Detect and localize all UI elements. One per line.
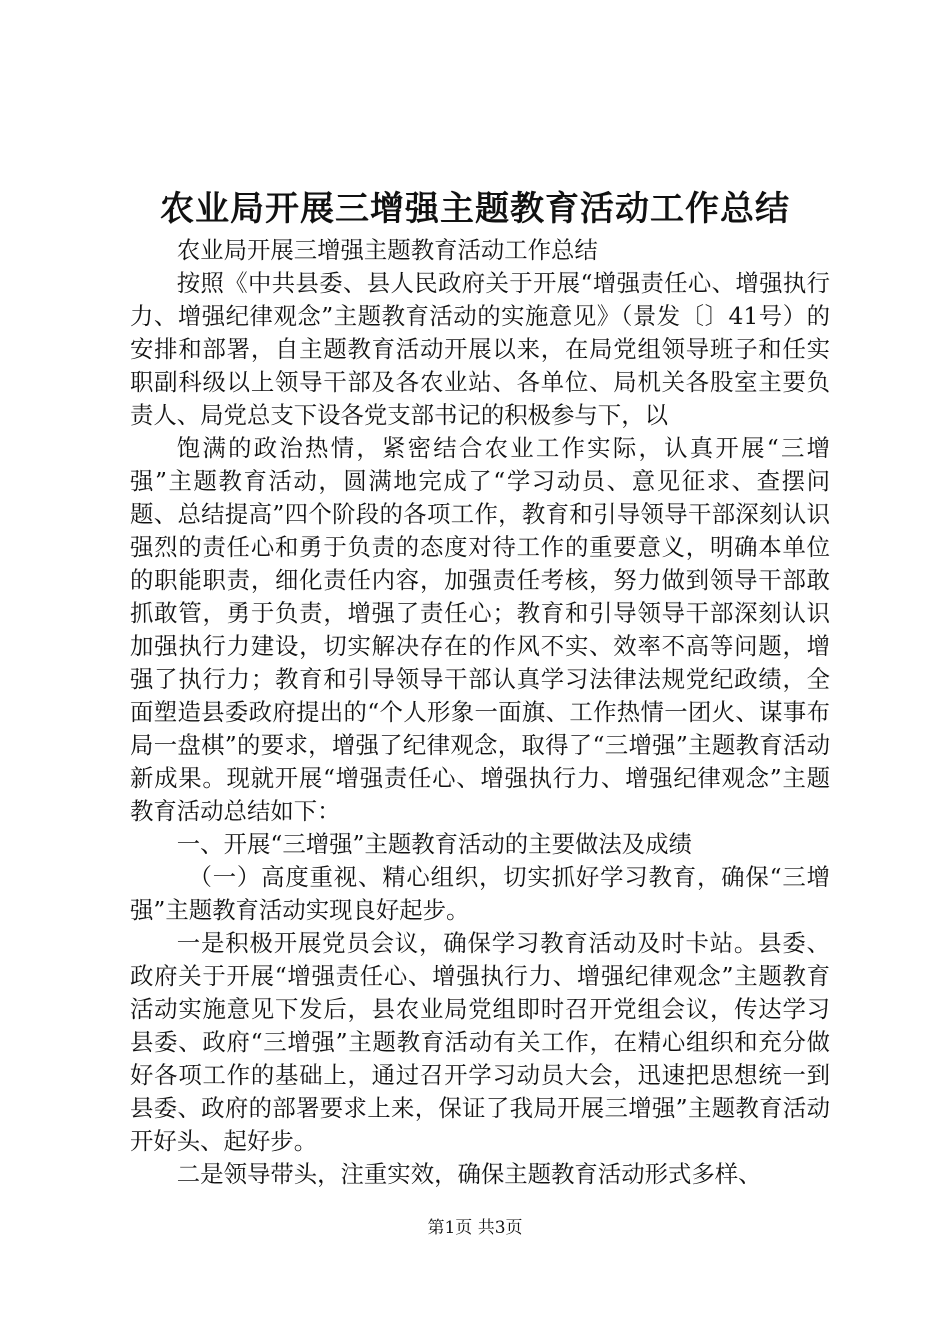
- paragraph-point-two: 二是领导带头，注重实效，确保主题教育活动形式多样、: [176, 1160, 762, 1188]
- document-body: [130, 234, 830, 1191]
- paragraph-intro: 按照《中共县委、县人民政府关于开展“增强责任心、增强执行力、增强纪律观念”主题教育活动的实施意见》（景发〔〕41号）的安排和部署，自主题教育活动开展以来，在局党组领导班子和任实职副科级以上领导干部及各农业站、各单位、局机关各股室主要负责人、局党总支下设各党支部书记的积极参与下，以: [130, 269, 830, 429]
- paragraph-point-one: 一是积极开展党员会议，确保学习教育活动及时卡站。县委、政府关于开展“增强责任心、增强执行力、增强纪律观念”主题教育活动实施意见下发后，县农业局党组即时召开党组会议，传达学习县委、政府“三增强”主题教育活动有关工作，在精心组织和充分做好各项工作的基础上，通过召开学习动员大会，迅速把思想统一到县委、政府的部署要求上来，保证了我局开展三增强”主题教育活动开好头、起好步。: [130, 929, 830, 1155]
- section-heading: 一、开展“三增强”主题教育活动的主要做法及成绩: [176, 830, 692, 858]
- document-title: 农业局开展三增强主题教育活动工作总结: [160, 189, 790, 229]
- paragraph-subtitle: 农业局开展三增强主题教育活动工作总结: [176, 236, 598, 264]
- page-footer: 第1页 共3页: [427, 1218, 523, 1238]
- paragraph-summary: 饱满的政治热情，紧密结合农业工作实际，认真开展“三增强”主题教育活动，圆满地完成了“学习动员、意见征求、查摆问题、总结提高”四个阶段的各项工作，教育和引导领导干部深刻认识强烈的责任心和勇于负责的态度对待工作的重要意义，明确本单位的职能职责，细化责任内容，加强责任考核，努力做到领导干部敢抓敢管，勇于负责，增强了责任心；教育和引导领导干部深刻认识加强执行力建设，切实解决存在的作风不实、效率不高等问题，增强了执行力；教育和引导领导干部认真学习法律法规党纪政绩，全面塑造县委政府提出的“个人形象一面旗、工作热情一团火、谋事布局一盘棋”的要求，增强了纪律观念，取得了“三增强”主题教育活动新成果。现就开展“增强责任心、增强执行力、增强纪律观念”主题教育活动总结如下：: [130, 434, 830, 825]
- subsection-heading: （一）高度重视、精心组织，切实抓好学习教育，确保“三增强”主题教育活动实现良好起步。: [130, 863, 830, 924]
